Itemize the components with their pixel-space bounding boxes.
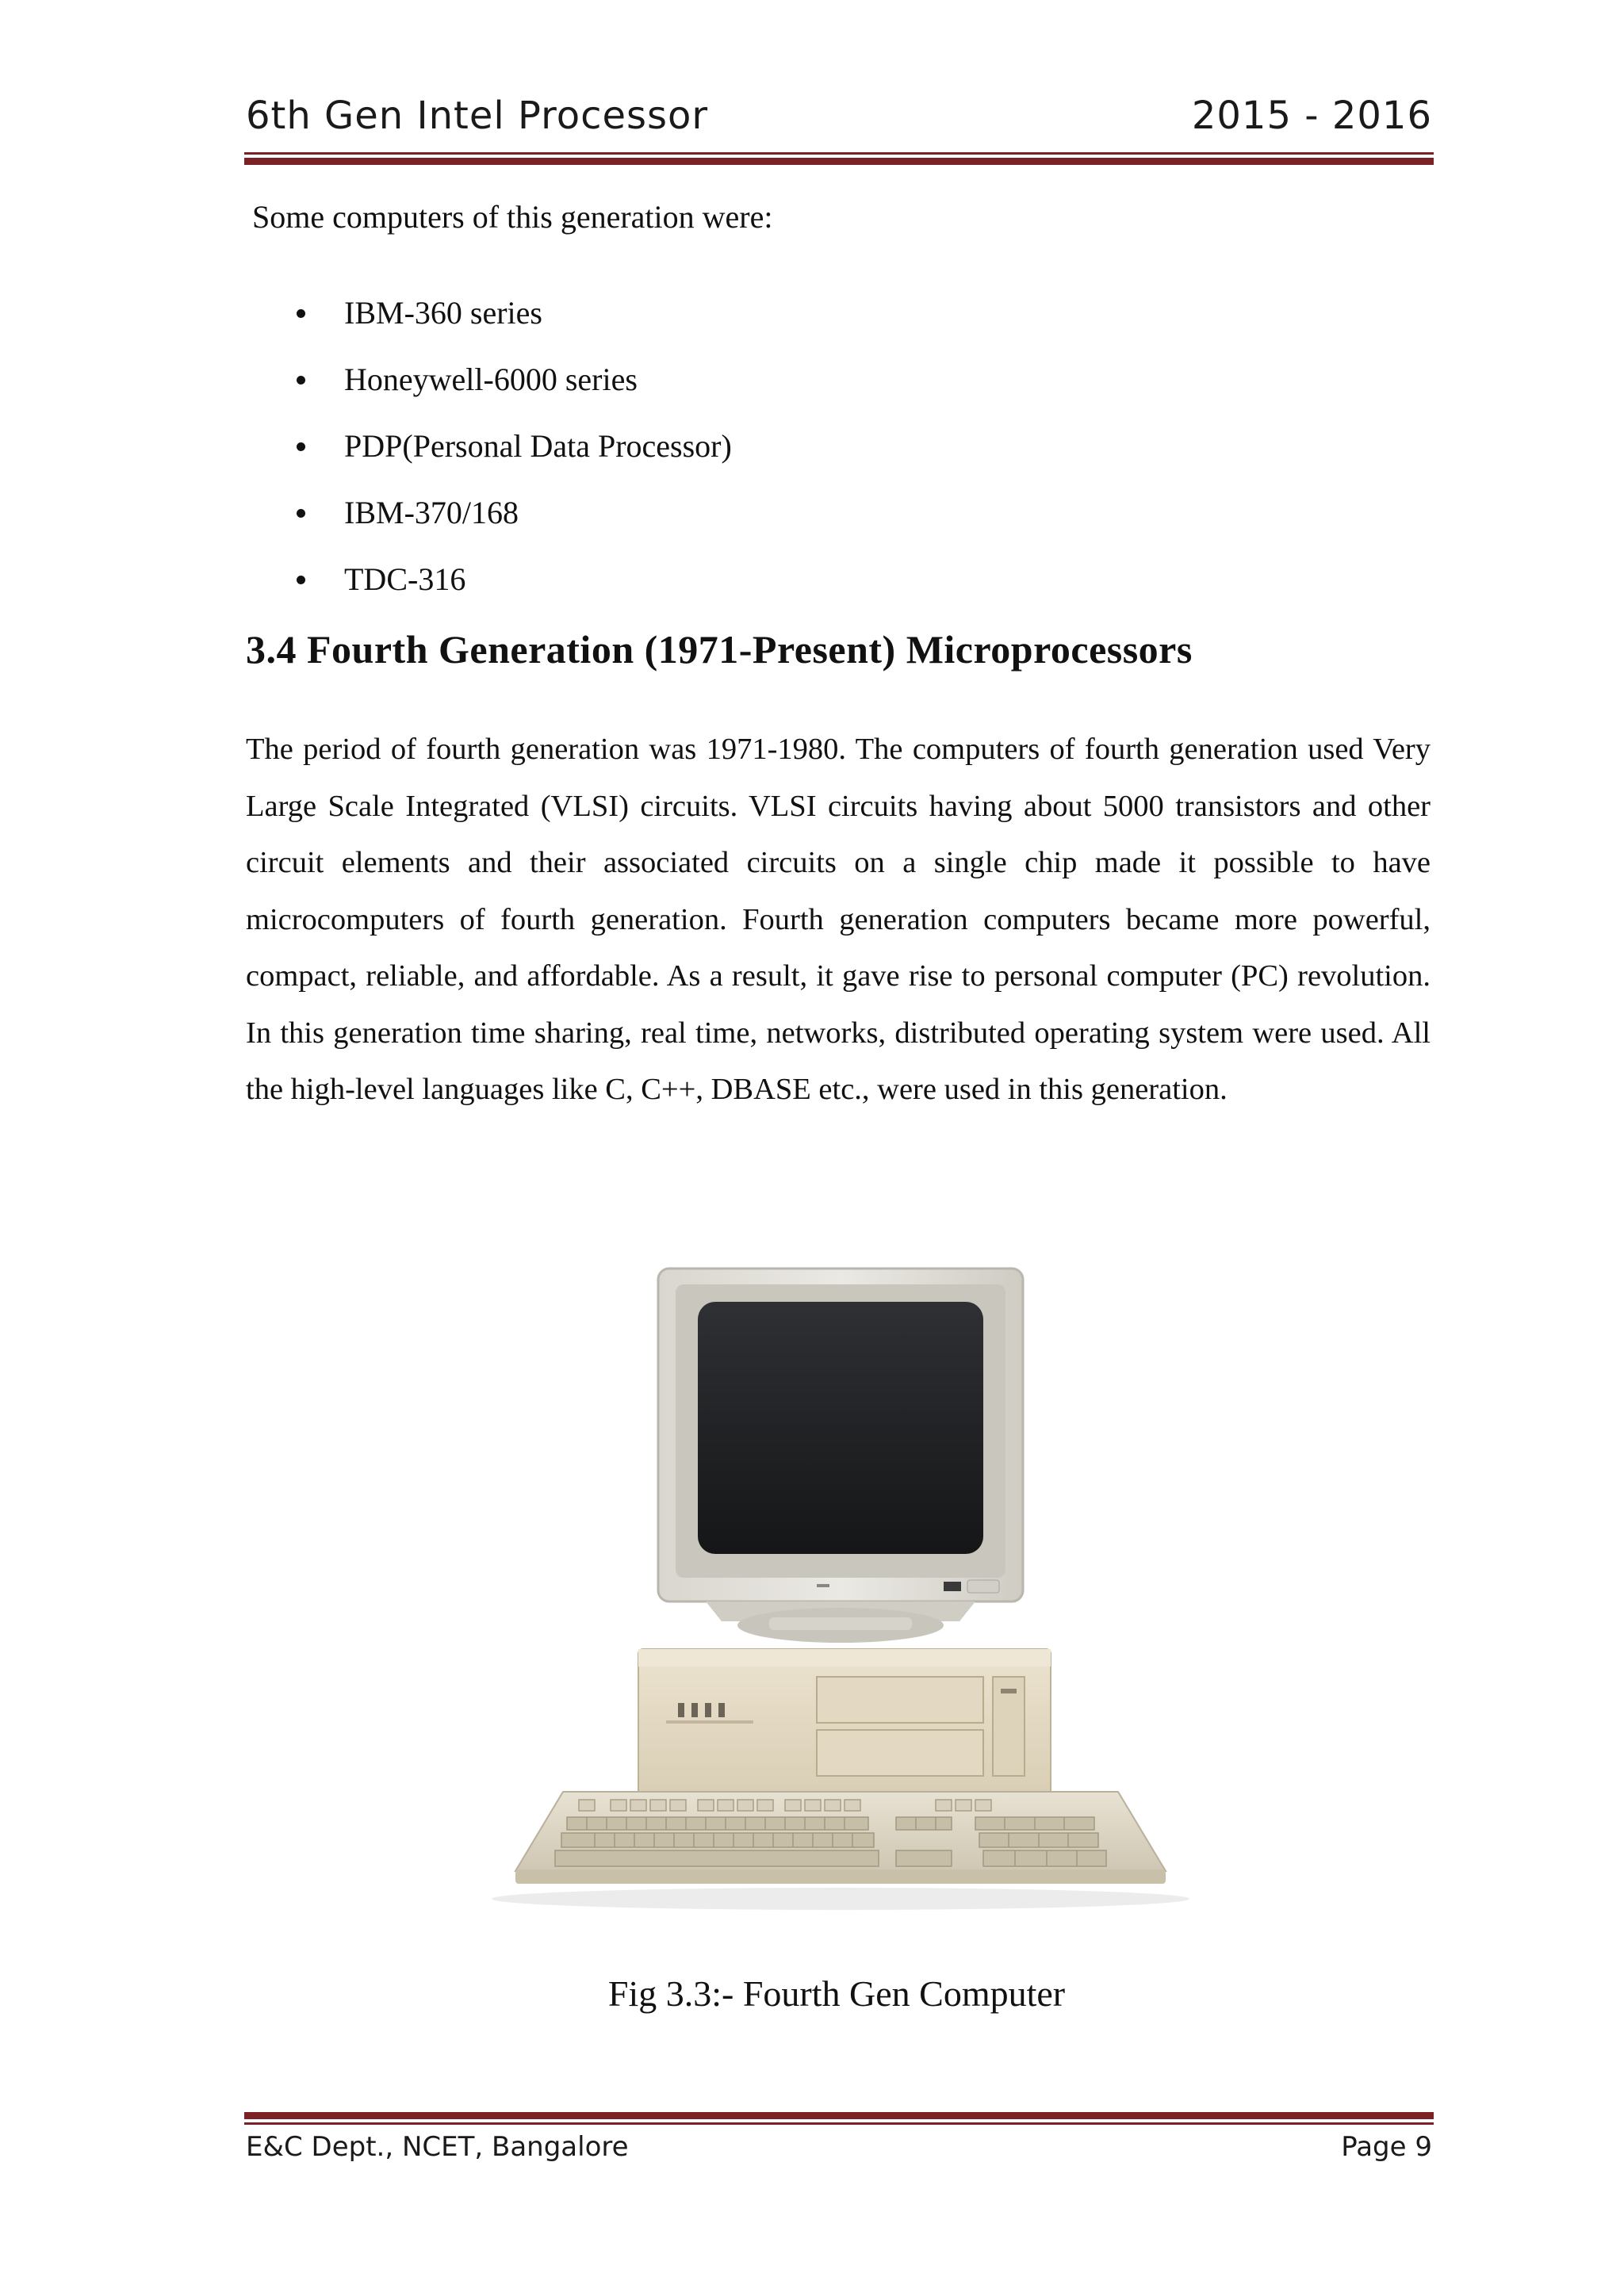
footer-department: E&C Dept., NCET, Bangalore — [246, 2131, 629, 2163]
list-item-text: PDP(Personal Data Processor) — [344, 428, 732, 464]
header-year: 2015 - 2016 — [1191, 94, 1432, 138]
list-item-text: IBM-370/168 — [344, 495, 519, 530]
list-item — [246, 419, 732, 485]
list-item-text: TDC-316 — [344, 561, 466, 597]
bullet-icon — [297, 442, 305, 451]
list-item — [246, 352, 732, 419]
header-title: 6th Gen Intel Processor — [246, 94, 709, 138]
page-header — [246, 94, 1432, 149]
bullet-icon — [297, 509, 305, 518]
footer-rule-bottom — [244, 2122, 1434, 2125]
fourth-gen-computer-illustration — [468, 1245, 1205, 1927]
list-item — [246, 552, 732, 618]
header-rule-top — [244, 152, 1434, 155]
intro-text: Some computers of this generation were: — [252, 199, 773, 235]
list-item-text: IBM-360 series — [344, 295, 542, 331]
footer-rule-top — [244, 2112, 1434, 2119]
bullet-icon — [297, 576, 305, 584]
section-paragraph: The period of fourth generation was 1971-1980. The computers of fourth generation used Very Large Scale Integrated (VLSI) circuits. VLSI circuits having about 5000 transistors and other circuit elements and their associated circuits on a single chip made it possible to have microcomputers of fourth generation. Fourth generation computers became more powerful, compact, reliable, and affordable. As a result, it gave rise to personal computer (PC) revolution. In this generation time sharing, real time, networks, distributed operating system were used. All the high-level languages like C, C++, DBASE etc., were used in this generation. — [246, 733, 1431, 1106]
list-item-text: Honeywell-6000 series — [344, 362, 638, 397]
header-rule-bottom — [244, 158, 1434, 165]
page-number: Page 9 — [1341, 2131, 1432, 2163]
bullet-icon — [297, 376, 305, 385]
section-heading: 3.4 Fourth Generation (1971-Present) Microprocessors — [246, 627, 1193, 672]
list-item — [246, 485, 732, 552]
figure-image — [468, 1245, 1205, 1927]
figure-caption: Fig 3.3:- Fourth Gen Computer — [607, 1973, 1066, 2014]
list-item — [246, 285, 732, 352]
computer-list — [246, 285, 732, 618]
bullet-icon — [297, 309, 305, 318]
